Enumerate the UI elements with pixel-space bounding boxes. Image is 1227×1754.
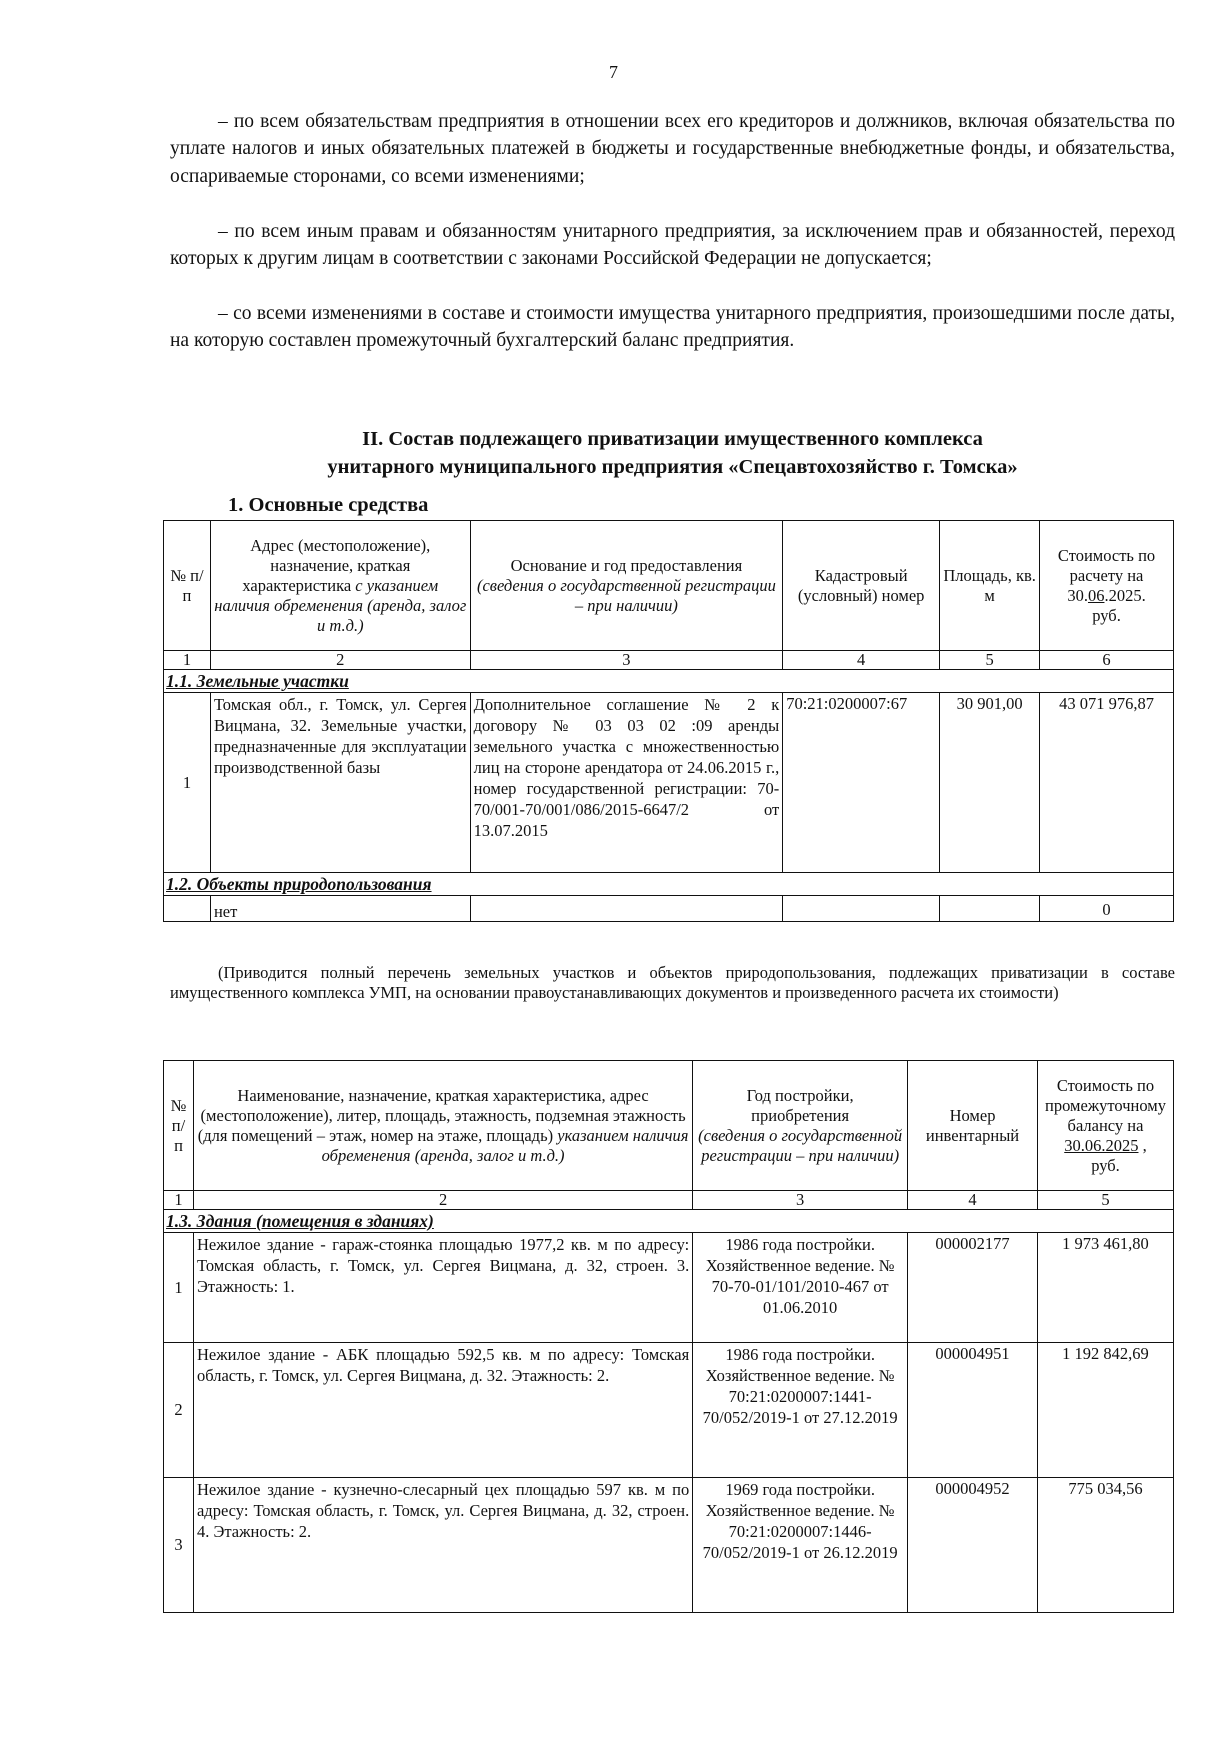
header-text: Год постройки, приобретения	[746, 1085, 854, 1125]
section-label-cell	[164, 1210, 1174, 1233]
header-date: 30.06.2025	[1064, 1135, 1139, 1155]
row-number: 1	[164, 1233, 194, 1343]
row-cost: 1 973 461,80	[1037, 1233, 1173, 1343]
subheading-fixed-assets: 1. Основные средства	[228, 494, 429, 516]
column-number-row	[164, 1191, 1174, 1210]
row-number	[164, 896, 211, 922]
row-description: Нежилое здание - кузнечно-слесарный цех площадью 597 кв. м по адресу: Томская область, г. Томск, ул. Сергея Вицмана, д. 32, строен. 4. Этажность: 2.	[193, 1478, 692, 1613]
section-label: 1.1. Земельные участки	[166, 671, 349, 691]
table-row	[164, 1233, 1174, 1343]
row-description: Нежилое здание - гараж-стоянка площадью 1977,2 кв. м по адресу: Томская область, г. Томск, ул. Сергея Вицмана, д. 32, строен. 3. Этажность: 1.	[193, 1233, 692, 1343]
table-row	[164, 1343, 1174, 1478]
row-registration: 1986 года постройки. Хозяйственное ведение. № 70-70-01/101/2010-467 от 01.06.2010	[693, 1233, 908, 1343]
column-number: 2	[193, 1191, 692, 1210]
header-text: ,	[1138, 1135, 1147, 1155]
section-heading-line1: II. Состав подлежащего приватизации имущественного комплекса	[362, 428, 983, 450]
row-address: Томская обл., г. Томск, ул. Сергея Вицмана, 32. Земельные участки, предназначенные для эксплуатации производственной базы	[210, 693, 470, 873]
row-cadastral: 70:21:0200007:67	[783, 693, 940, 873]
header-text: руб.	[1091, 1155, 1120, 1175]
header-cost	[1037, 1061, 1173, 1191]
section-heading	[170, 425, 1175, 481]
row-basis: Дополнительное соглашение № 2 к договору № 03 03 02 :09 аренды земельного участка с множественностью лиц на стороне арендатора от 24.06.2015 г., номер государственной регистрации: 70-70/001-70/001/086/2015-6647/2 от 13.07.2015	[470, 693, 783, 873]
header-italic-text: (сведения о государственной регистрации – при наличии)	[476, 575, 776, 615]
row-number: 3	[164, 1478, 194, 1613]
buildings-table	[163, 1060, 1174, 1613]
row-area: 30 901,00	[940, 693, 1040, 873]
paragraph-text: – со всеми изменениями в составе и стоимости имущества унитарного предприятия, произошедшими после даты, на которую составлен промежуточный бухгалтерский баланс предприятия.	[170, 303, 1175, 352]
note-text: (Приводится полный перечень земельных участков и объектов природопользования, подлежащих приватизации в составе имущественного комплекса УМП, на основании правоустанавливающих документов и произведенного расчета их стоимости)	[170, 963, 1175, 1002]
column-number: 5	[940, 651, 1040, 670]
paragraph-obligations	[170, 108, 1175, 190]
header-basis	[470, 521, 783, 651]
header-cost	[1040, 521, 1174, 651]
row-cost: 0	[1040, 896, 1174, 922]
header-cadastral: Кадастровый (условный) номер	[783, 521, 940, 651]
header-italic-text: (сведения о государственной регистрации – при наличии)	[698, 1125, 903, 1165]
column-number: 1	[164, 1191, 194, 1210]
header-description	[193, 1061, 692, 1191]
table-row	[164, 1478, 1174, 1613]
header-text: Стоимость по промежуточному балансу на	[1044, 1075, 1166, 1135]
section-label: 1.2. Объекты природопользования	[166, 874, 432, 894]
section-heading-line2: унитарного муниципального предприятия «Спецавтохозяйство г. Томска»	[327, 456, 1018, 478]
header-text: руб.	[1092, 605, 1121, 625]
row-cost: 1 192 842,69	[1037, 1343, 1173, 1478]
row-cost: 43 071 976,87	[1040, 693, 1174, 873]
header-address	[210, 521, 470, 651]
column-number: 4	[908, 1191, 1038, 1210]
row-inventory: 000004951	[908, 1343, 1038, 1478]
section-label-cell	[164, 670, 1174, 693]
table-row	[164, 693, 1174, 873]
header-inventory: Номер инвентарный	[908, 1061, 1038, 1191]
row-basis	[470, 896, 783, 922]
column-number-row	[164, 651, 1174, 670]
note-land-list	[170, 963, 1175, 1003]
section-row-nature	[164, 873, 1174, 896]
header-italic-text: указанием наличия обременения (аренда, залог и т.д.)	[321, 1125, 689, 1165]
header-area: Площадь, кв. м	[940, 521, 1040, 651]
table-row	[164, 896, 1174, 922]
section-row-buildings	[164, 1210, 1174, 1233]
section-label: 1.3. Здания (помещения в зданиях)	[166, 1211, 434, 1231]
row-registration: 1986 года постройки. Хозяйственное ведение. № 70:21:0200007:1441-70/052/2019-1 от 27.12.2019	[693, 1343, 908, 1478]
fixed-assets-table	[163, 520, 1174, 922]
column-number: 1	[164, 651, 211, 670]
row-number: 2	[164, 1343, 194, 1478]
header-italic-text: с указанием наличия обременения (аренда, залог и т.д.)	[214, 575, 467, 635]
header-text: Стоимость по расчету на	[1057, 545, 1156, 585]
header-text: Адрес (местоположение), назначение, краткая характеристика	[242, 535, 431, 595]
row-registration: 1969 года постройки. Хозяйственное ведение. № 70:21:0200007:1446-70/052/2019-1 от 26.12.2019	[693, 1478, 908, 1613]
row-inventory: 000002177	[908, 1233, 1038, 1343]
row-cost: 775 034,56	[1037, 1478, 1173, 1613]
column-number: 6	[1040, 651, 1174, 670]
paragraph-changes	[170, 300, 1175, 355]
header-text: Наименование, назначение, краткая характеристика, адрес (местоположение), литер, площадь, этажность, подземная этажность (для помещений – этаж, номер на этаже, площадь)	[197, 1085, 686, 1145]
section-label-cell	[164, 873, 1174, 896]
header-date: 30.	[1067, 585, 1088, 605]
row-address: нет	[210, 896, 470, 922]
row-description: Нежилое здание - АБК площадью 592,5 кв. м по адресу: Томская область, г. Томск, ул. Сергея Вицмана, д. 32. Этажность: 2.	[193, 1343, 692, 1478]
header-date: .2025.	[1104, 585, 1146, 605]
header-text: Основание и год предоставления	[510, 555, 743, 575]
column-number: 5	[1037, 1191, 1173, 1210]
paragraph-text: – по всем обязательствам предприятия в отношении всех его кредиторов и должников, включая обязательства по уплате налогов и иных обязательных платежей в бюджеты и государственные внебюджетные фонды, и обязательства, оспариваемые сторонами, со всеми изменениями;	[170, 111, 1175, 187]
row-inventory: 000004952	[908, 1478, 1038, 1613]
header-date: 06	[1087, 585, 1105, 605]
header-number: № п/п	[164, 521, 211, 651]
row-cadastral	[783, 896, 940, 922]
paragraph-rights	[170, 218, 1175, 273]
column-number: 2	[210, 651, 470, 670]
paragraph-text: – по всем иным правам и обязанностям унитарного предприятия, за исключением прав и обязанностей, переход которых к другим лицам в соответствии с законами Российской Федерации не допускается;	[170, 221, 1175, 270]
row-area	[940, 896, 1040, 922]
section-row-land	[164, 670, 1174, 693]
table-header-row	[164, 1061, 1174, 1191]
column-number: 4	[783, 651, 940, 670]
column-number: 3	[470, 651, 783, 670]
page-number: 7	[609, 62, 618, 82]
header-year	[693, 1061, 908, 1191]
table-header-row	[164, 521, 1174, 651]
header-number: № п/ п	[164, 1061, 194, 1191]
column-number: 3	[693, 1191, 908, 1210]
row-number: 1	[164, 693, 211, 873]
